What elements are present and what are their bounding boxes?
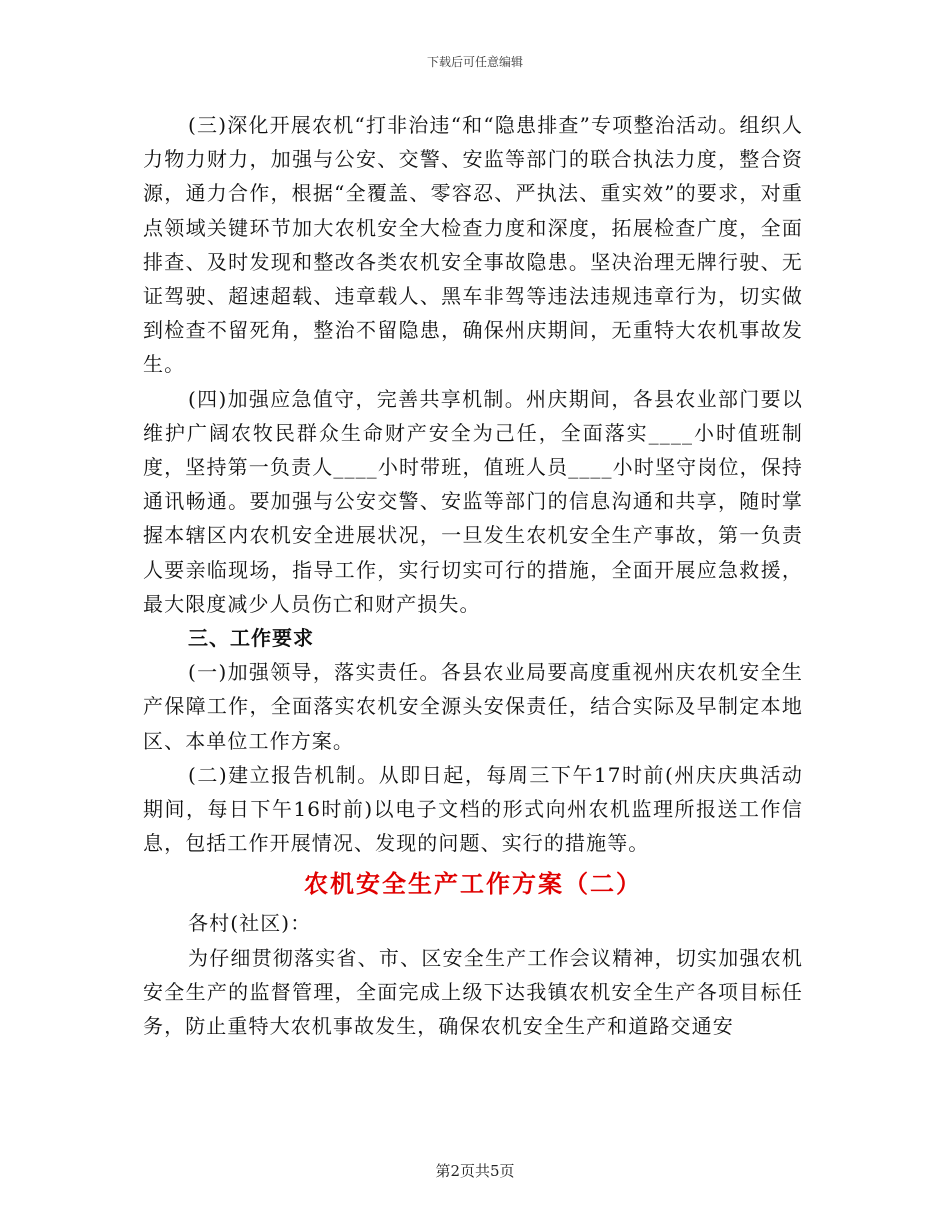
- paragraph-section-4: (四)加强应急值守，完善共享机制。州庆期间，各县农业部门要以维护广阔农牧民群众生命财产安全为己任，全面落实____小时值班制度，坚持第一负责人____小时带班，值班人员____小时坚守岗位，保持通讯畅通。要加强与公安交警、安监等部门的信息沟通和共享，随时掌握本辖区内农机安全进展状况，一旦发生农机安全生产事故，第一负责人要亲临现场，指导工作，实行切实可行的措施，全面开展应急救援，最大限度减少人员伤亡和财产损失。: [143, 386, 803, 616]
- paragraph-intro: 为仔细贯彻落实省、市、区安全生产工作会议精神，切实加强农机安全生产的监督管理，全面完成上级下达我镇农机安全生产各项目标任务，防止重特大农机事故发生，确保农机安全生产和道路交通安: [143, 945, 803, 1039]
- document-title-part-2: 农机安全生产工作方案（二）: [304, 870, 642, 899]
- paragraph-requirement-2: (二)建立报告机制。从即日起，每周三下午17时前(州庆庆典活动期间，每日下午16时前)以电子文档的形式向州农机监理所报送工作信息，包括工作开展情况、发现的问题、实行的措施等。: [143, 762, 803, 856]
- header-note: 下载后可任意编辑: [426, 55, 523, 69]
- salutation: 各村(社区)：: [188, 911, 312, 936]
- section-heading-work-requirements: 三、工作要求: [188, 626, 314, 651]
- paragraph-section-3: (三)深化开展农机“打非治违“和“隐患排查”专项整治活动。组织人力物力财力，加强与公安、交警、安监等部门的联合执法力度，整合资源，通力合作，根据“全覆盖、零容忍、严执法、重实效”的要求，对重点领域关键环节加大农机安全大检查力度和深度，拓展检查广度，全面排查、及时发现和整改各类农机安全事故隐患。坚决治理无牌行驶、无证驾驶、超速超载、违章载人、黑车非驾等违法违规违章行为，切实做到检查不留死角，整治不留隐患，确保州庆期间，无重特大农机事故发生。: [143, 113, 803, 377]
- paragraph-requirement-1: (一)加强领导，落实责任。各县农业局要高度重视州庆农机安全生产保障工作，全面落实农机安全源头安保责任，结合实际及早制定本地区、本单位工作方案。: [143, 660, 803, 753]
- page-footer: 第2页共5页: [435, 1162, 515, 1180]
- document-body: [143, 108, 803, 1043]
